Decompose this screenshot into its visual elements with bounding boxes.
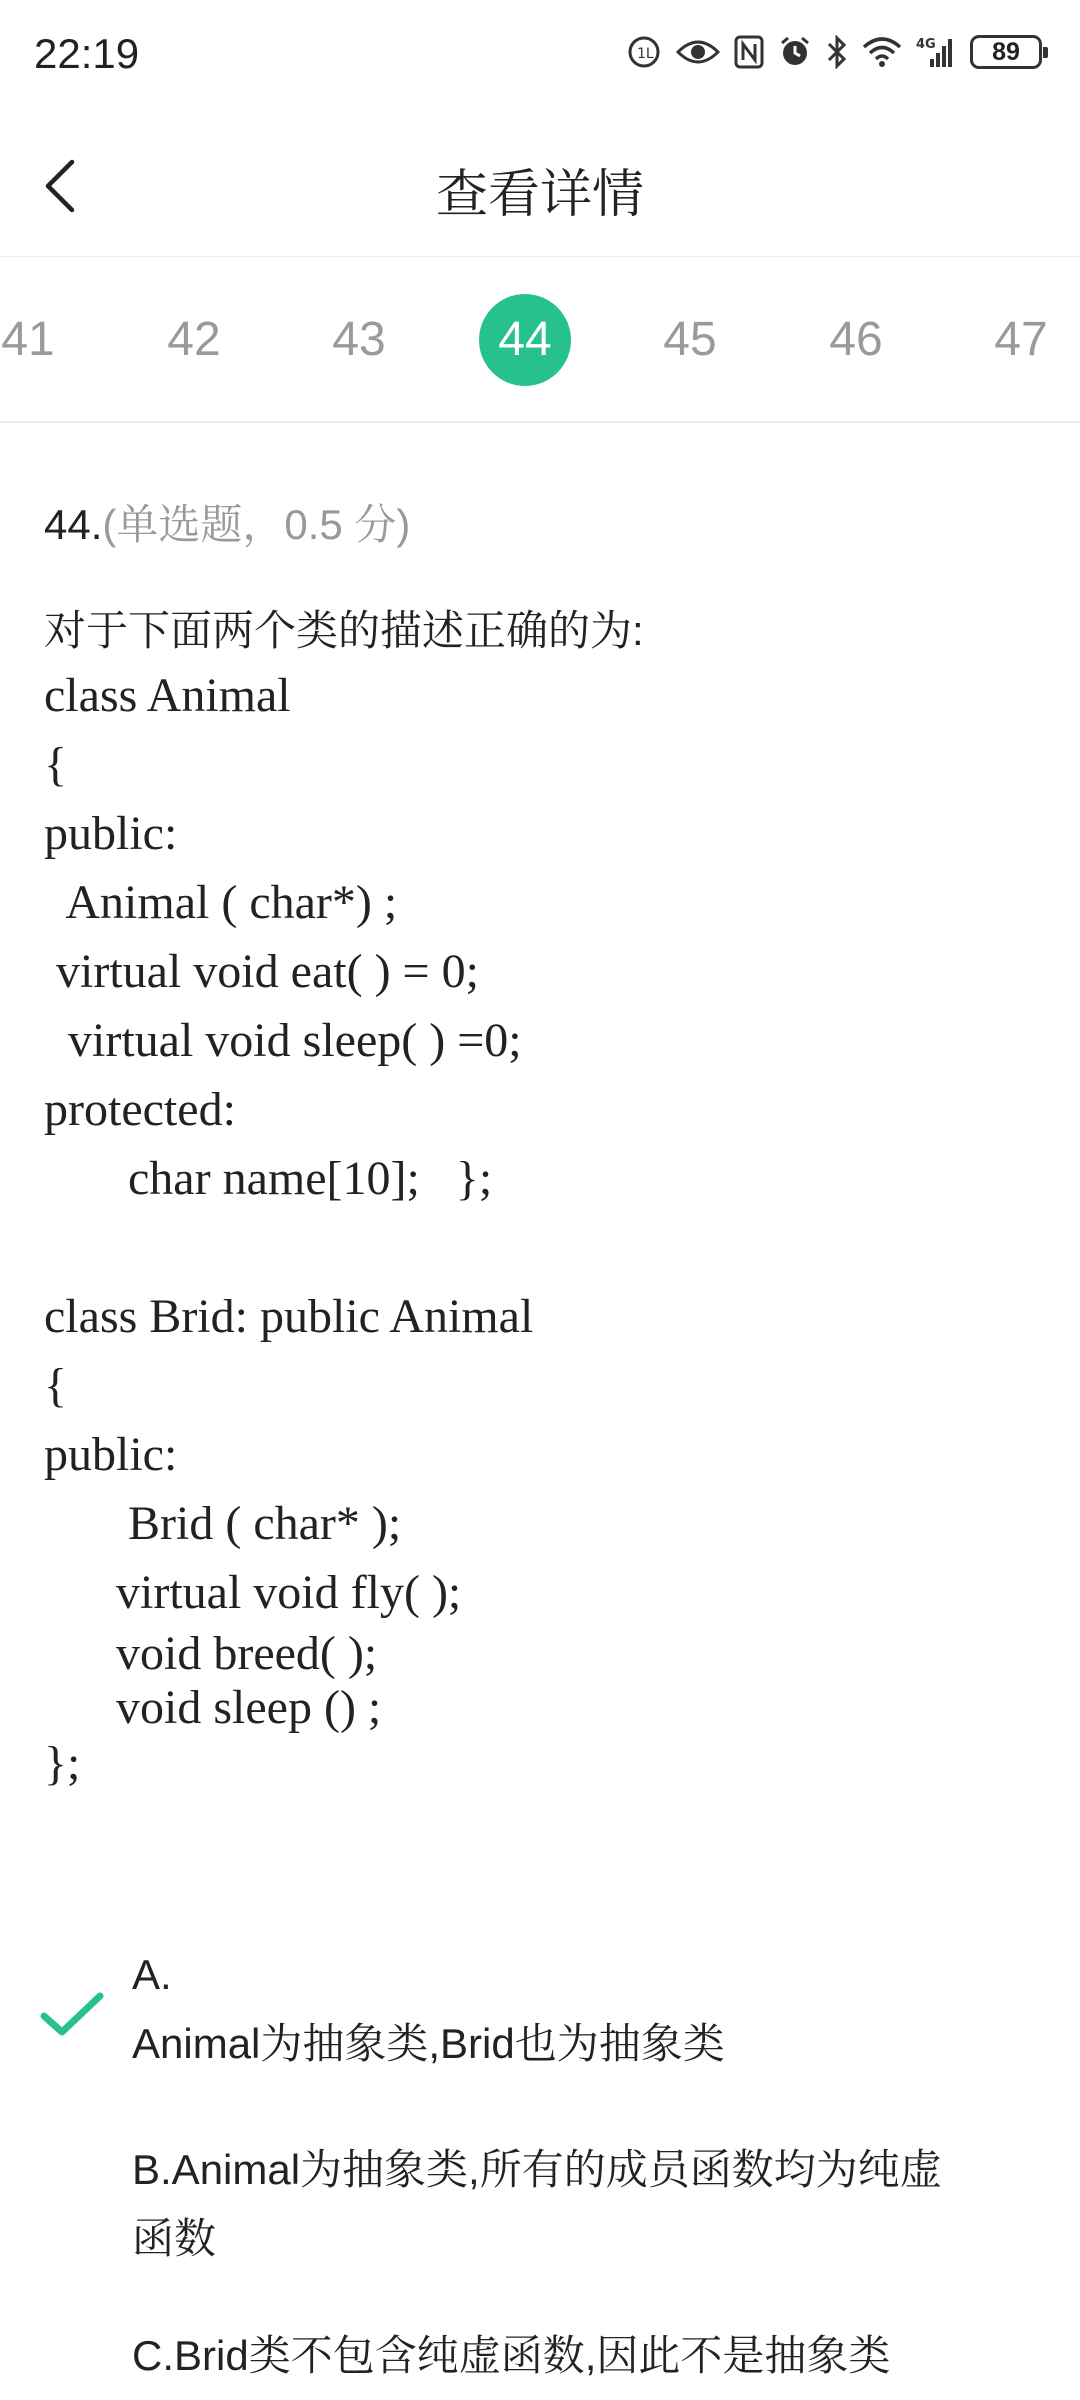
question-index: 44. (44, 501, 103, 548)
code-line: { (44, 738, 68, 791)
selected-checkmark-icon (40, 1990, 106, 2040)
status-icons (626, 34, 1042, 70)
code-line: class Brid: public Animal (44, 1290, 534, 1343)
status-bar (0, 0, 1080, 116)
code-line: protected: (44, 1083, 236, 1136)
code-line: public: (44, 807, 178, 860)
option-b[interactable] (132, 2135, 1032, 2273)
battery-level: 89 (992, 37, 1020, 66)
option-a-label: A. (132, 1951, 172, 1998)
code-line: Animal ( char*) ; (44, 876, 398, 929)
code-line: virtual void fly( ); (44, 1566, 462, 1619)
question-number-46[interactable]: 46 (829, 313, 883, 366)
question-number-41[interactable]: 41 (1, 313, 55, 366)
option-a-text: Animal为抽象类,Brid也为抽象类 (132, 2020, 725, 2067)
eye-icon (676, 36, 720, 68)
code-line: }; (44, 1737, 81, 1790)
question-number-42[interactable]: 42 (167, 313, 221, 366)
option-b-text-line2: 函数 (132, 2215, 217, 2262)
code-line: Brid ( char* ); (44, 1497, 402, 1550)
code-line: char name[10]; }; (44, 1152, 493, 1205)
header-bar (0, 116, 1080, 257)
alarm-icon (778, 35, 812, 69)
code-line: { (44, 1359, 68, 1412)
code-line: void breed( ); (44, 1627, 378, 1680)
svg-text:1L: 1L (637, 46, 654, 62)
code-line: public: (44, 1428, 178, 1481)
nfc-icon (734, 35, 764, 69)
code-line: void sleep () ; (44, 1681, 382, 1734)
question-number-47[interactable]: 47 (994, 313, 1048, 366)
code-line: virtual void eat( ) = 0; (44, 945, 479, 998)
question-number-43[interactable]: 43 (332, 313, 386, 366)
status-time: 22:19 (34, 30, 140, 77)
data-saver-icon (626, 34, 662, 70)
page-title: 查看详情 (435, 166, 644, 224)
question-number-strip[interactable] (0, 257, 1080, 423)
question-header (44, 492, 1044, 552)
option-c[interactable] (132, 2321, 1032, 2390)
question-number-44-active[interactable]: 44 (479, 294, 571, 386)
network-label: 4G (916, 37, 936, 52)
option-b-text-line1: B.Animal为抽象类,所有的成员函数均为纯虚 (132, 2146, 942, 2193)
question-meta: (单选题，0.5 分) (102, 501, 411, 548)
question-prompt: 对于下面两个类的描述正确的为: (44, 607, 644, 654)
bluetooth-icon (826, 35, 848, 69)
code-line: class Animal (44, 669, 291, 722)
option-a[interactable] (132, 1940, 1032, 2078)
question-number-45[interactable]: 45 (663, 313, 717, 366)
battery-indicator (970, 35, 1042, 69)
wifi-icon (862, 36, 902, 68)
option-c-text: C.Brid类不包含纯虚函数,因此不是抽象类 (132, 2332, 891, 2379)
code-line: virtual void sleep( ) =0; (44, 1014, 522, 1067)
signal-4g-icon (916, 35, 956, 69)
